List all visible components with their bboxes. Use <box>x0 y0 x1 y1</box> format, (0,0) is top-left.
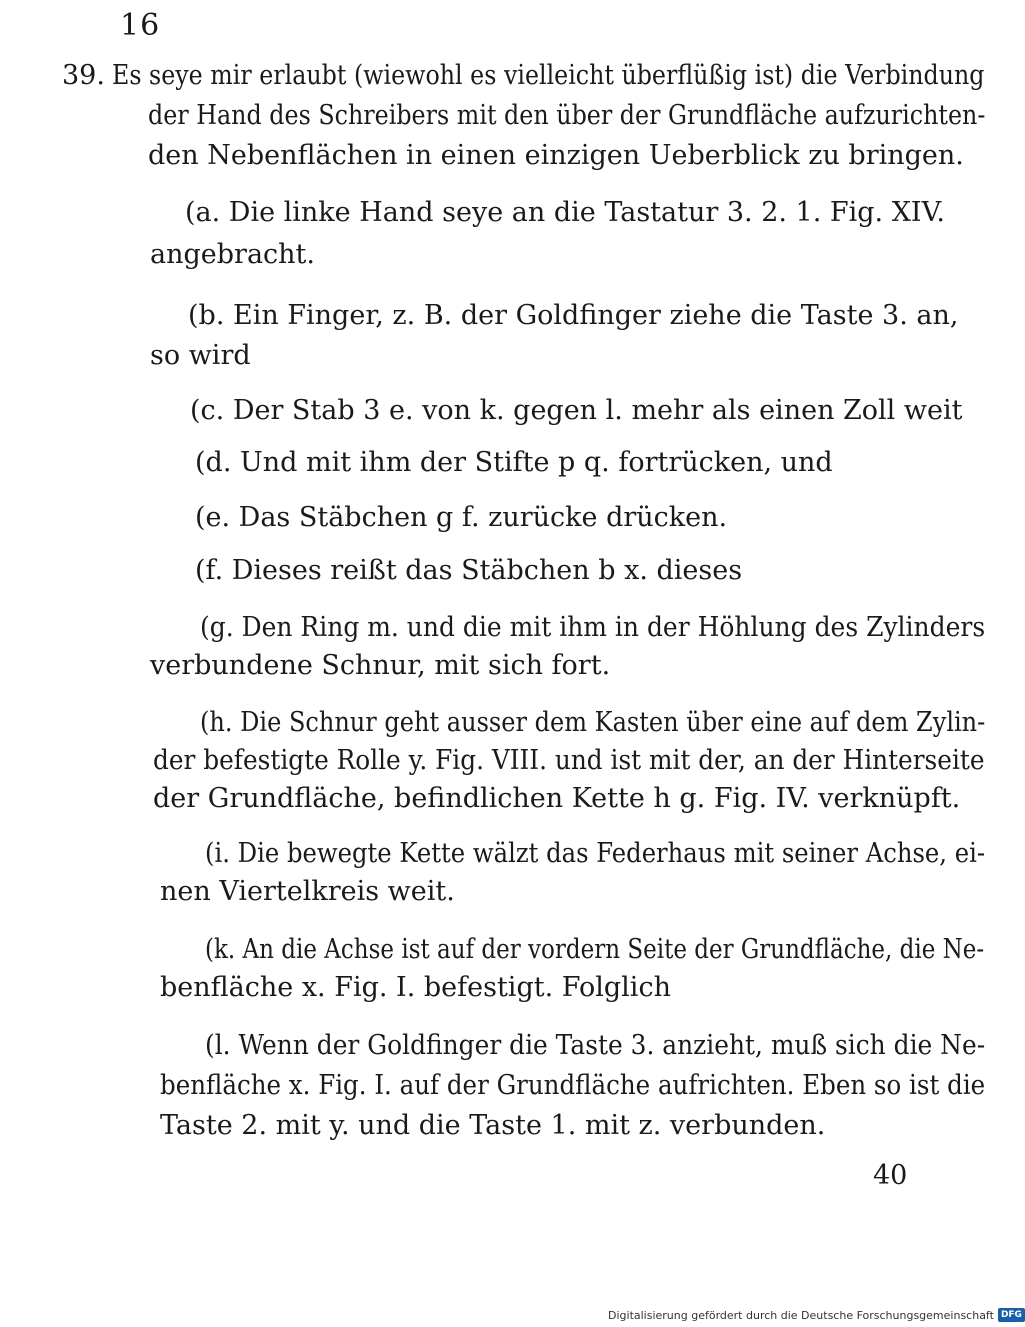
list-item-line: nen Viertelkreis weit. <box>160 876 455 907</box>
list-item-line: (b. Ein Finger, z. B. der Goldfinger ziehe die Taste 3. an, <box>188 300 959 331</box>
list-item-line: (l. Wenn der Goldfinger die Taste 3. anzieht, muß sich die Ne- <box>205 1030 986 1061</box>
paragraph-number: 39. <box>62 60 105 91</box>
page-number: 16 <box>120 8 161 43</box>
list-item-line: (e. Das Stäbchen g f. zurücke drücken. <box>195 502 728 533</box>
list-item-line: (d. Und mit ihm der Stifte p q. fortrücken, und <box>195 447 833 478</box>
list-item-line: (g. Den Ring m. und die mit ihm in der Höhlung des Zylinders <box>200 612 986 643</box>
list-item-line: angebracht. <box>150 239 315 270</box>
list-item-line: (h. Die Schnur geht ausser dem Kasten über eine auf dem Zylin- <box>200 707 986 738</box>
list-item-line: benfläche x. Fig. I. befestigt. Folglich <box>160 972 671 1003</box>
list-item-line: der Grundfläche, befindlichen Kette h g. Fig. IV. verknüpft. <box>153 783 961 814</box>
paragraph-line: Es seye mir erlaubt (wiewohl es vielleicht überflüßig ist) die Verbindung <box>112 60 985 91</box>
paragraph-line: der Hand des Schreibers mit den über der Grundfläche aufzurichten- <box>148 100 986 131</box>
catchword: 40 <box>873 1160 908 1191</box>
list-item-line: Taste 2. mit y. und die Taste 1. mit z. verbunden. <box>160 1110 826 1141</box>
paragraph-line: den Nebenflächen in einen einzigen Ueberblick zu bringen. <box>148 140 964 171</box>
list-item-line: benfläche x. Fig. I. auf der Grundfläche aufrichten. Eben so ist die <box>160 1070 986 1101</box>
list-item-line: (a. Die linke Hand seye an die Tastatur 3. 2. 1. Fig. XIV. <box>185 197 945 228</box>
list-item-line: (f. Dieses reißt das Stäbchen b x. dieses <box>195 555 743 586</box>
list-item-line: (c. Der Stab 3 e. von k. gegen l. mehr als einen Zoll weit <box>190 395 963 426</box>
list-item-line: verbundene Schnur, mit sich fort. <box>150 650 611 681</box>
dfg-logo-icon: DFG <box>998 1308 1025 1322</box>
list-item-line: so wird <box>150 340 251 371</box>
footer-text: Digitalisierung gefördert durch die Deutsche Forschungsgemeinschaft <box>608 1308 994 1322</box>
list-item-line: der befestigte Rolle y. Fig. VIII. und ist mit der, an der Hinterseite <box>153 745 985 776</box>
list-item-line: (k. An die Achse ist auf der vordern Seite der Grundfläche, die Ne- <box>205 934 985 965</box>
footer <box>608 1308 1025 1322</box>
list-item-line: (i. Die bewegte Kette wälzt das Federhaus mit seiner Achse, ei- <box>205 838 986 869</box>
